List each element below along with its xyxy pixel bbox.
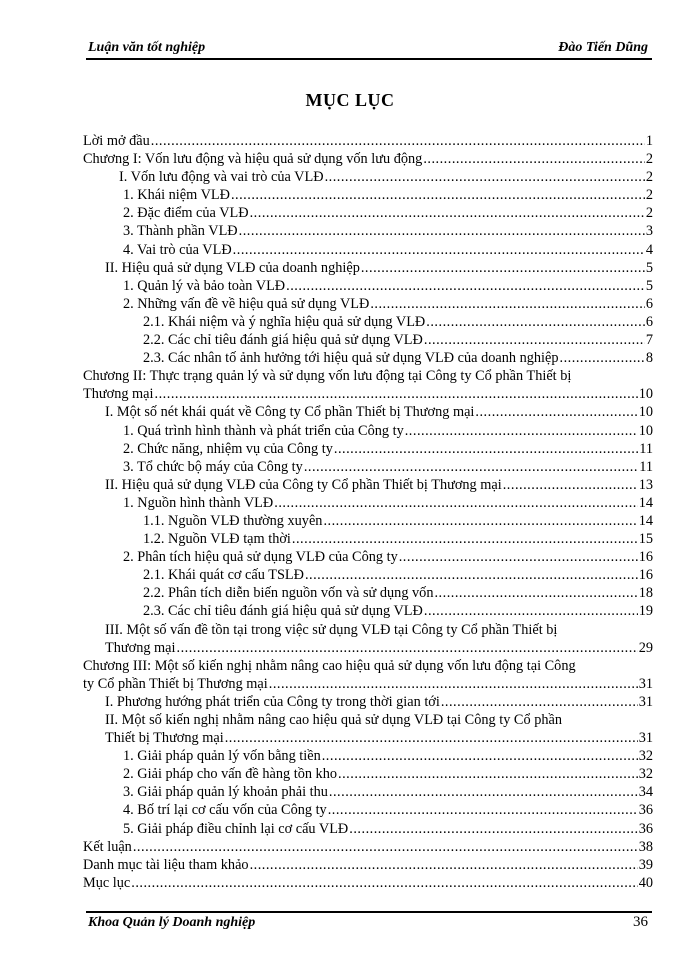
toc-entry-page: 34: [638, 784, 653, 801]
toc-entry[interactable]: [83, 349, 653, 367]
toc-entry[interactable]: [83, 367, 653, 385]
toc-entry-title: I. Vốn lưu động và vai trò của VLĐ: [119, 169, 324, 186]
toc-dot-leader: [424, 602, 638, 620]
toc-dot-leader: [177, 639, 638, 657]
toc-dot-leader: [423, 150, 645, 168]
toc-entry-title: 2. Những vấn đề về hiệu quả sử dụng VLĐ: [123, 295, 370, 312]
toc-entry-title: 3. Thành phần VLĐ: [123, 223, 238, 240]
toc-entry-page: 19: [638, 603, 653, 620]
toc-dot-leader: [233, 241, 645, 259]
toc-entry-page: 6: [645, 295, 653, 312]
toc-entry-title: I. Phương hướng phát triển của Công ty trong thời gian tới: [105, 693, 440, 710]
toc-entry-title: 1. Quản lý và bảo toàn VLĐ: [123, 277, 286, 294]
toc-entry[interactable]: [83, 548, 653, 566]
page-number: 36: [633, 914, 648, 930]
toc-entry-page: 39: [638, 856, 653, 873]
toc-entry[interactable]: [83, 295, 653, 313]
toc-entry[interactable]: [83, 476, 653, 494]
toc-dot-leader: [329, 783, 638, 801]
toc-entry-page: 15: [638, 531, 653, 548]
toc-entry-page: 11: [639, 458, 653, 475]
page-title: MỤC LỤC: [305, 90, 395, 110]
toc-entry[interactable]: [83, 765, 653, 783]
toc-entry-page: 3: [645, 223, 653, 240]
toc-entry-page: 31: [638, 693, 653, 710]
toc-entry-title: 1. Nguồn hình thành VLĐ: [123, 494, 274, 511]
toc-entry-page: 2: [645, 151, 653, 168]
toc-entry-page: 6: [645, 313, 653, 330]
toc-entry-page: 14: [638, 494, 653, 511]
toc-entry-title: 2.2. Phân tích diễn biến nguồn vốn và sử dụng vốn: [143, 585, 434, 602]
toc-entry-title: 3. Giải pháp quản lý khoản phải thu: [123, 784, 328, 801]
toc-dot-leader: [250, 856, 638, 874]
toc-entry-page: 8: [645, 350, 653, 367]
toc-entry-title: Chương III: Một số kiến nghị nhằm nâng cao hiệu quả sử dụng vốn lưu động tại Công: [83, 657, 576, 674]
toc-entry-title: Kết luận: [83, 838, 132, 855]
toc-dot-leader: [292, 530, 638, 548]
toc-entry-title: 1.1. Nguồn VLĐ thường xuyên: [143, 512, 323, 529]
toc-entry[interactable]: [83, 313, 653, 331]
toc-entry[interactable]: [83, 277, 653, 295]
toc-entry-title: Chương I: Vốn lưu động và hiệu quả sử dụng vốn lưu động: [83, 151, 423, 168]
toc-entry[interactable]: [83, 186, 653, 204]
toc-entry[interactable]: [83, 711, 653, 729]
toc-entry[interactable]: [83, 729, 653, 747]
toc-dot-leader: [441, 693, 638, 711]
footer-left-text: Khoa Quản lý Doanh nghiệp: [88, 915, 256, 930]
toc-entry-title: 2. Giải pháp cho vấn đề hàng tồn kho: [123, 766, 338, 783]
toc-entry-page: 36: [638, 820, 653, 837]
toc-entry-page: 32: [638, 748, 653, 765]
toc-entry[interactable]: [83, 602, 653, 620]
toc-entry[interactable]: [83, 801, 653, 819]
toc-dot-leader: [323, 512, 637, 530]
toc-entry-title: 2. Phân tích hiệu quả sử dụng VLĐ của Công ty: [123, 549, 398, 566]
toc-entry-title: 4. Bố trí lại cơ cấu vốn của Công ty: [123, 802, 327, 819]
toc-entry-page: 29: [638, 639, 653, 656]
toc-dot-leader: [426, 313, 645, 331]
toc-entry[interactable]: [83, 168, 653, 186]
toc-entry[interactable]: [83, 440, 653, 458]
toc-entry-title: 2. Đặc điểm của VLĐ: [123, 205, 249, 222]
toc-dot-leader: [361, 259, 645, 277]
toc-entry[interactable]: [83, 241, 653, 259]
toc-entry-page: 14: [638, 512, 653, 529]
toc-dot-leader: [338, 765, 638, 783]
page-header: [86, 40, 652, 60]
toc-entry-page: 10: [638, 422, 653, 439]
toc-entry-title: 2.2. Các chỉ tiêu đánh giá hiệu quả sử dụng VLĐ: [143, 332, 423, 349]
toc-entry[interactable]: [83, 856, 653, 874]
toc-dot-leader: [560, 349, 645, 367]
toc-entry-title: Danh mục tài liệu tham khảo: [83, 856, 249, 873]
toc-entry[interactable]: [83, 675, 653, 693]
toc-dot-leader: [131, 874, 637, 892]
toc-entry[interactable]: [83, 621, 653, 639]
toc-entry[interactable]: [83, 403, 653, 421]
toc-entry-page: 38: [638, 838, 653, 855]
toc-entry-page: 16: [638, 549, 653, 566]
toc-entry[interactable]: [83, 783, 653, 801]
toc-entry-page: 36: [638, 802, 653, 819]
toc-dot-leader: [503, 476, 638, 494]
toc-entry-title: 5. Giải pháp điều chỉnh lại cơ cấu VLĐ: [123, 820, 349, 837]
toc-entry-page: 4: [645, 241, 653, 258]
toc-entry-title: 4. Vai trò của VLĐ: [123, 241, 232, 258]
toc-dot-leader: [133, 838, 638, 856]
toc-entry-page: 7: [645, 332, 653, 349]
toc-entry[interactable]: [83, 747, 653, 765]
toc-entry[interactable]: [83, 458, 653, 476]
toc-dot-leader: [231, 186, 645, 204]
toc-dot-leader: [155, 385, 638, 403]
toc-entry-page: 31: [638, 675, 653, 692]
toc-entry-page: 11: [639, 440, 653, 457]
toc-entry-title: III. Một số vấn đề tồn tại trong việc sử dụng VLĐ tại Công ty Cổ phần Thiết bị: [105, 621, 558, 638]
toc-entry-title: II. Một số kiến nghị nhằm nâng cao hiệu quả sử dụng VLĐ tại Công ty Cổ phần: [105, 712, 562, 728]
toc-dot-leader: [325, 168, 645, 186]
toc-entry-title: ty Cổ phần Thiết bị Thương mại: [83, 675, 268, 692]
toc-entry-title: 2.1. Khái quát cơ cấu TSLĐ: [143, 567, 304, 584]
toc-entry-title: 2.1. Khái niệm và ý nghĩa hiệu quả sử dụng VLĐ: [143, 313, 426, 330]
toc-entry[interactable]: [83, 422, 653, 440]
toc-dot-leader: [151, 132, 645, 150]
toc-entry[interactable]: [83, 838, 653, 856]
header-left-text: Luận văn tốt nghiệp: [88, 40, 206, 55]
toc-dot-leader: [399, 548, 638, 566]
toc-entry-page: 40: [638, 874, 653, 891]
toc-entry-page: 10: [638, 386, 653, 403]
toc-dot-leader: [225, 729, 638, 747]
toc-dot-leader: [305, 566, 638, 584]
toc-dot-leader: [434, 584, 637, 602]
toc-dot-leader: [239, 222, 645, 240]
toc-entry-title: 1.2. Nguồn VLĐ tạm thời: [143, 531, 291, 548]
toc-dot-leader: [304, 458, 638, 476]
toc-dot-leader: [475, 403, 637, 421]
toc-entry[interactable]: [83, 530, 653, 548]
toc-entry[interactable]: [83, 331, 653, 349]
toc-entry-title: I. Một số nét khái quát về Công ty Cổ phần Thiết bị Thương mại: [105, 404, 475, 421]
toc-entry-page: 32: [638, 766, 653, 783]
toc-dot-leader: [250, 204, 645, 222]
toc-dot-leader: [349, 820, 637, 838]
toc-entry-page: 10: [638, 404, 653, 421]
toc-entry[interactable]: [83, 222, 653, 240]
page-footer: [86, 911, 652, 932]
toc-entry[interactable]: [83, 584, 653, 602]
toc-entry-title: 1. Khái niệm VLĐ: [123, 187, 230, 204]
toc-entry-title: Mục lục: [83, 874, 131, 891]
toc-entry[interactable]: [83, 820, 653, 838]
toc-entry-page: 31: [638, 730, 653, 747]
toc-dot-leader: [405, 422, 638, 440]
toc-entry-title: Thương mại: [83, 386, 154, 403]
toc-entry-page: 2: [645, 169, 653, 186]
toc-entry-title: Thiết bị Thương mại: [105, 730, 224, 747]
toc-dot-leader: [286, 277, 645, 295]
toc-entry-title: 1. Giải pháp quản lý vốn bằng tiền: [123, 748, 321, 765]
toc-entry[interactable]: [83, 566, 653, 584]
toc-entry[interactable]: [83, 150, 653, 168]
toc-entry-title: II. Hiệu quả sử dụng VLĐ của Công ty Cổ phần Thiết bị Thương mại: [105, 476, 502, 493]
toc-entry-page: 5: [645, 277, 653, 294]
toc-entry-page: 16: [638, 567, 653, 584]
toc-entry-page: 18: [638, 585, 653, 602]
toc-entry-page: 2: [645, 187, 653, 204]
toc-entry[interactable]: [83, 657, 653, 675]
toc-entry[interactable]: [83, 874, 653, 892]
toc-entry-title: Chương II: Thực trạng quản lý và sử dụng vốn lưu động tại Công ty Cổ phần Thiết bị: [83, 368, 572, 385]
toc-entry[interactable]: [83, 639, 653, 657]
toc-entry[interactable]: [83, 693, 653, 711]
toc-dot-leader: [274, 494, 637, 512]
toc-dot-leader: [334, 440, 638, 458]
toc-entry-title: Thương mại: [105, 639, 176, 656]
toc-entry-title: 2.3. Các chỉ tiêu đánh giá hiệu quả sử dụng VLĐ: [143, 603, 423, 620]
toc-entry[interactable]: [83, 132, 653, 150]
toc-entry-title: 2. Chức năng, nhiệm vụ của Công ty: [123, 440, 333, 457]
toc-entry[interactable]: [83, 204, 653, 222]
toc-entry[interactable]: [83, 512, 653, 530]
toc-dot-leader: [322, 747, 638, 765]
toc-dot-leader: [328, 801, 638, 819]
table-of-contents: [83, 132, 653, 892]
toc-entry[interactable]: [83, 494, 653, 512]
toc-entry-title: 1. Quá trình hình thành và phát triển của Công ty: [123, 422, 404, 439]
toc-entry-page: 2: [645, 205, 653, 222]
toc-dot-leader: [269, 675, 638, 693]
toc-entry-page: 13: [638, 476, 653, 493]
toc-entry[interactable]: [83, 385, 653, 403]
toc-entry-page: 5: [645, 259, 653, 276]
toc-entry-page: 1: [645, 133, 653, 149]
toc-dot-leader: [370, 295, 645, 313]
header-right-text: Đào Tiến Dũng: [558, 40, 648, 55]
toc-entry[interactable]: [83, 259, 653, 277]
toc-dot-leader: [424, 331, 645, 349]
toc-entry-title: 3. Tổ chức bộ máy của Công ty: [123, 458, 303, 475]
toc-entry-title: Lời mở đầu: [83, 133, 150, 149]
toc-entry-title: II. Hiệu quả sử dụng VLĐ của doanh nghiệp: [105, 259, 360, 276]
toc-entry-title: 2.3. Các nhân tố ảnh hưởng tới hiệu quả sử dụng VLĐ của doanh nghiệp: [143, 350, 559, 367]
